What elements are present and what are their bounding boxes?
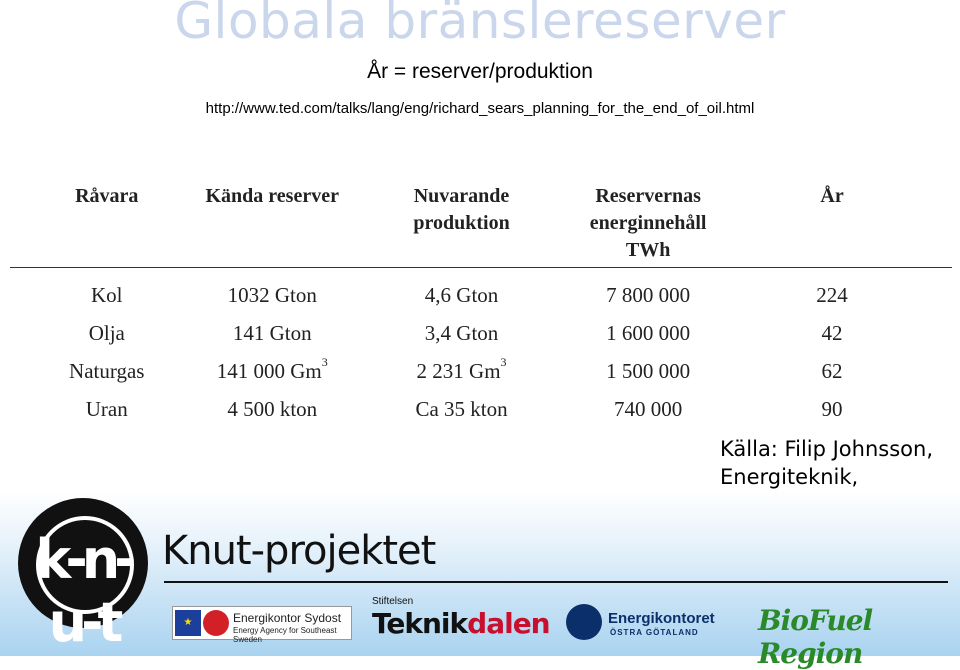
knut-logo	[18, 498, 148, 654]
cell-energi: 1 600 000	[606, 320, 691, 345]
energikontor-emblem-icon	[203, 610, 229, 636]
cell-ravara: Olja	[88, 320, 125, 345]
cell-energi: 1 500 000	[606, 358, 691, 383]
biofuel-region-logo: BioFuel Region	[758, 604, 873, 670]
cell-kanda-reserver: 4 500 kton	[227, 396, 318, 421]
source-url[interactable]: http://www.ted.com/talks/lang/eng/richard_sears_planning_for_the_end_of_oil.html	[205, 100, 755, 117]
cell-energi: 740 000	[613, 396, 683, 421]
source-attribution: Källa: Filip Johnsson, Energiteknik,	[720, 437, 933, 489]
cell-produktion: 3,4 Gton	[424, 320, 499, 345]
table-row	[40, 352, 920, 390]
col-header-produktion: Nuvarande produktion	[413, 185, 510, 234]
cell-ar: 90	[821, 396, 843, 421]
table-header-row	[40, 183, 920, 276]
table-row	[40, 390, 920, 428]
page-subtitle: År = reserver/produktion	[367, 60, 593, 83]
cell-ravara: Naturgas	[69, 358, 145, 383]
cell-kanda-reserver: 1032 Gton	[227, 282, 317, 307]
col-header-ar: År	[820, 185, 844, 207]
cell-ar: 62	[821, 358, 843, 383]
cell-produktion: Ca 35 kton	[415, 396, 508, 421]
header-divider	[10, 267, 952, 268]
energikontor-sydost-logo: ★ Energikontor Sydost Energy Agency for Southeast Sweden	[172, 606, 352, 640]
cell-ravara: Kol	[91, 282, 123, 307]
table-row	[40, 276, 920, 314]
footer-divider	[164, 581, 948, 583]
knut-logo-letters: k-n-u-t	[35, 528, 131, 654]
col-header-energi: Reservernas energinnehåll TWh	[589, 185, 707, 261]
cell-ar: 224	[816, 282, 848, 307]
col-header-ravara: Råvara	[75, 185, 139, 207]
eu-flag-icon: ★	[175, 610, 201, 636]
cell-kanda-reserver: 141 Gton	[232, 320, 312, 345]
cell-ar: 42	[821, 320, 843, 345]
page-title: Globala bränslereserver	[174, 0, 786, 50]
table-row	[40, 314, 920, 352]
cell-ravara: Uran	[85, 396, 128, 421]
energikontoret-emblem-icon	[566, 604, 602, 640]
knut-project-title: Knut-projektet	[162, 528, 436, 574]
teknikdalen-logo: Stiftelsen Teknikdalen	[372, 596, 550, 640]
cell-energi: 7 800 000	[606, 282, 691, 307]
col-header-kanda-reserver: Kända reserver	[205, 185, 339, 207]
reserves-table	[40, 183, 920, 428]
cell-kanda-reserver: 141 000 Gm$^3$	[216, 354, 328, 383]
cell-produktion: 2 231 Gm$^3$	[416, 354, 507, 383]
cell-produktion: 4,6 Gton	[424, 282, 499, 307]
